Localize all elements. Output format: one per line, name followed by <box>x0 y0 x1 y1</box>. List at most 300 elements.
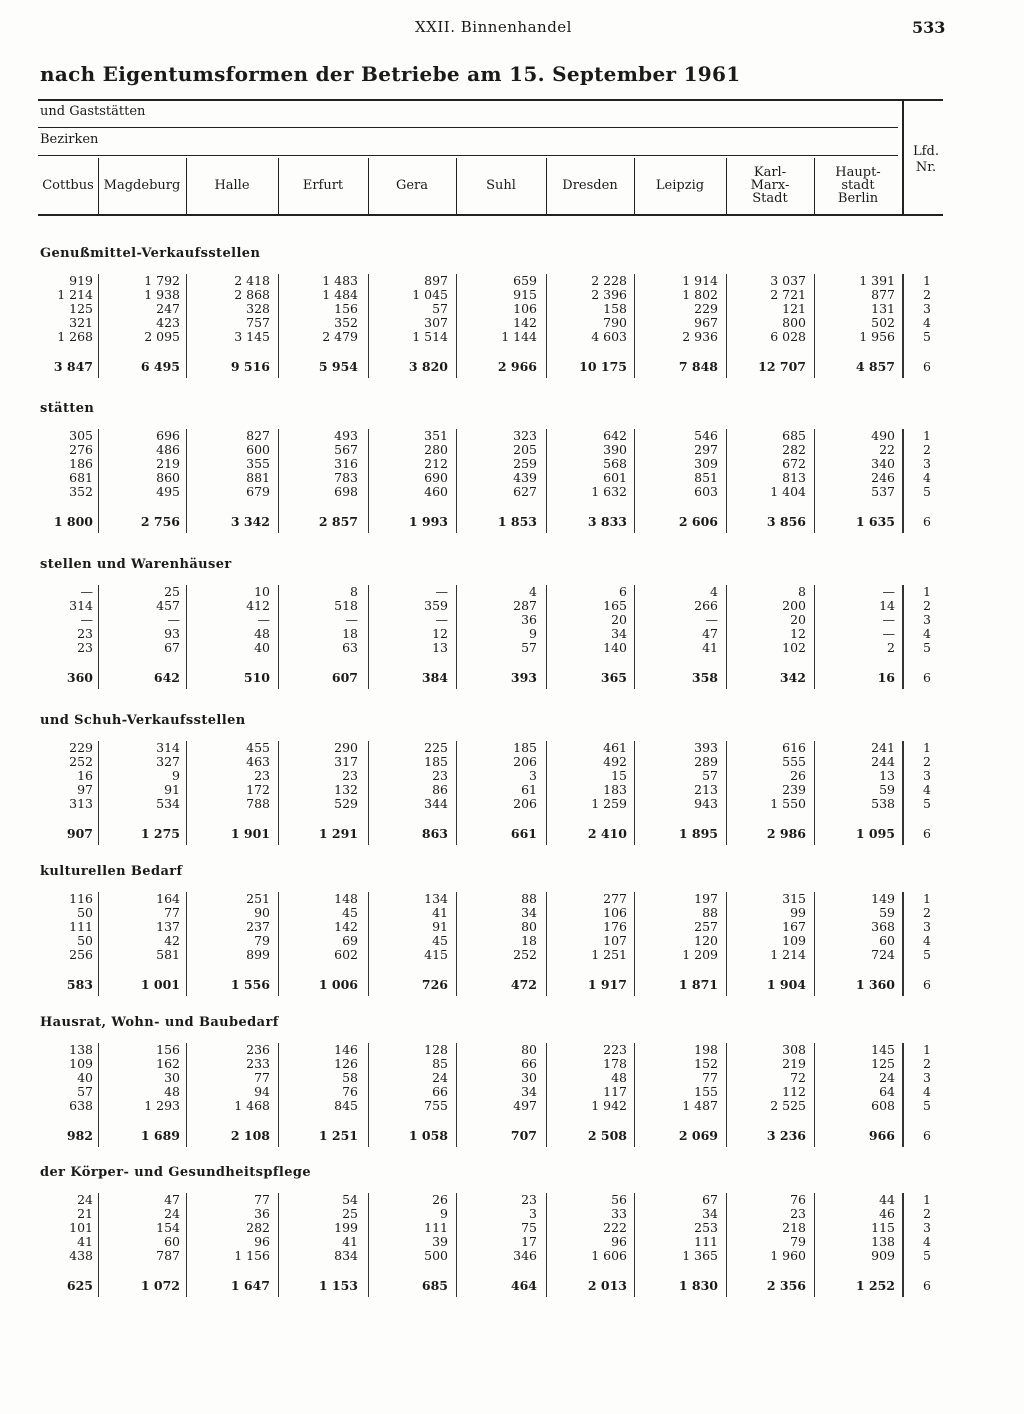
table-cell: 12 707 <box>758 359 806 374</box>
table-cell: 40 <box>77 1070 93 1085</box>
table-cell: 41 <box>342 1234 358 1249</box>
table-cell: 117 <box>603 1084 627 1099</box>
table-cell: 10 <box>254 584 270 599</box>
table-cell: 57 <box>702 768 718 783</box>
column-divider <box>546 741 547 845</box>
column-divider <box>456 1193 457 1297</box>
table-cell: 2 <box>887 640 895 655</box>
column-header-label: Karl- Marx- Stadt <box>750 165 790 206</box>
table-cell: 1 938 <box>144 287 180 302</box>
table-cell: 1 214 <box>57 287 93 302</box>
table-row <box>0 783 1024 797</box>
table-cell: 2 013 <box>587 1278 627 1293</box>
table-cell: 2 525 <box>770 1098 806 1113</box>
table-cell: 22 <box>879 442 895 457</box>
table-cell: 219 <box>782 1056 806 1071</box>
table-row <box>0 797 1024 811</box>
table-cell: 685 <box>782 428 806 443</box>
total-row <box>0 978 1024 992</box>
table-cell: 982 <box>66 1128 93 1143</box>
row-number: 4 <box>923 626 931 641</box>
table-cell: 23 <box>77 626 93 641</box>
table-cell: 4 <box>529 584 537 599</box>
row-number: 4 <box>923 1084 931 1099</box>
table-cell: 33 <box>611 1206 627 1221</box>
table-cell: 236 <box>246 1042 270 1057</box>
total-row <box>0 671 1024 685</box>
table-cell: 439 <box>513 470 537 485</box>
table-cell: 813 <box>782 470 806 485</box>
table-cell: 256 <box>69 947 93 962</box>
row-number: 5 <box>923 1098 931 1113</box>
row-number: 6 <box>923 1128 931 1143</box>
table-cell: 4 <box>710 584 718 599</box>
row-number: 4 <box>923 315 931 330</box>
table-cell: 360 <box>66 670 93 685</box>
table-cell: 200 <box>782 598 806 613</box>
table-cell: 3 856 <box>766 514 806 529</box>
table-cell: 1 483 <box>322 273 358 288</box>
table-cell: 438 <box>69 1248 93 1263</box>
table-cell: 314 <box>156 740 180 755</box>
column-divider <box>98 741 99 845</box>
table-cell: 125 <box>871 1056 895 1071</box>
table-cell: 247 <box>156 301 180 316</box>
column-header <box>368 158 456 213</box>
table-cell: 30 <box>164 1070 180 1085</box>
table-cell: 40 <box>254 640 270 655</box>
table-cell: — <box>345 612 358 627</box>
column-header-divider <box>368 158 369 214</box>
table-cell: 500 <box>424 1248 448 1263</box>
table-row <box>0 599 1024 613</box>
column-header-divider <box>634 158 635 214</box>
table-cell: 282 <box>782 442 806 457</box>
table-cell: 1 293 <box>144 1098 180 1113</box>
table-cell: 60 <box>879 933 895 948</box>
column-header-label: Gera <box>395 178 429 193</box>
header-subgroup-rule <box>38 155 898 156</box>
table-cell: 96 <box>254 1234 270 1249</box>
column-divider <box>814 429 815 533</box>
table-cell: 85 <box>432 1056 448 1071</box>
table-cell: 45 <box>432 933 448 948</box>
column-divider <box>456 1043 457 1147</box>
table-cell: 534 <box>156 796 180 811</box>
table-cell: 690 <box>424 470 448 485</box>
column-header <box>98 158 186 213</box>
header-bottom-rule <box>38 214 943 216</box>
table-cell: 137 <box>156 919 180 934</box>
table-cell: 2 410 <box>587 826 627 841</box>
column-divider <box>456 274 457 378</box>
table-cell: 2 857 <box>318 514 358 529</box>
table-row <box>0 741 1024 755</box>
table-cell: 3 847 <box>53 359 93 374</box>
column-divider <box>456 892 457 996</box>
table-cell: 18 <box>521 933 537 948</box>
table-cell: 23 <box>521 1192 537 1207</box>
table-cell: 603 <box>694 484 718 499</box>
total-row <box>0 1129 1024 1143</box>
table-section <box>0 864 1024 1004</box>
table-cell: 7 848 <box>678 359 718 374</box>
table-cell: 138 <box>871 1234 895 1249</box>
column-divider <box>634 274 635 378</box>
table-cell: 2 986 <box>766 826 806 841</box>
header-subgroup-label: Bezirken <box>40 132 99 147</box>
lfd-separator-head <box>902 101 904 215</box>
table-row <box>0 613 1024 627</box>
table-cell: 518 <box>334 598 358 613</box>
table-cell: 237 <box>246 919 270 934</box>
table-cell: 58 <box>342 1070 358 1085</box>
table-cell: 115 <box>871 1220 895 1235</box>
table-cell: 20 <box>790 612 806 627</box>
table-cell: 845 <box>334 1098 358 1113</box>
table-cell: 783 <box>334 470 358 485</box>
table-cell: 57 <box>77 1084 93 1099</box>
row-number: 3 <box>923 301 931 316</box>
column-header-divider <box>456 158 457 214</box>
table-cell: 47 <box>164 1192 180 1207</box>
table-section <box>0 246 1024 386</box>
table-cell: 1 072 <box>140 1278 180 1293</box>
table-cell: 1 606 <box>591 1248 627 1263</box>
table-cell: 219 <box>156 456 180 471</box>
table-row <box>0 755 1024 769</box>
table-cell: 23 <box>342 768 358 783</box>
row-number: 2 <box>923 1206 931 1221</box>
column-divider <box>368 429 369 533</box>
table-cell: 1 058 <box>408 1128 448 1143</box>
table-cell: 94 <box>254 1084 270 1099</box>
table-cell: 1 365 <box>682 1248 718 1263</box>
table-cell: 142 <box>513 315 537 330</box>
table-cell: 16 <box>77 768 93 783</box>
table-cell: 252 <box>69 754 93 769</box>
table-cell: 368 <box>871 919 895 934</box>
table-cell: 213 <box>694 782 718 797</box>
table-cell: 726 <box>421 977 448 992</box>
table-row <box>0 330 1024 344</box>
table-cell: 1 360 <box>855 977 895 992</box>
table-cell: 1 291 <box>318 826 358 841</box>
column-divider <box>546 1043 547 1147</box>
column-divider <box>186 429 187 533</box>
row-number: 5 <box>923 796 931 811</box>
column-divider <box>726 741 727 845</box>
table-cell: 66 <box>521 1056 537 1071</box>
column-divider <box>186 741 187 845</box>
table-cell: 685 <box>421 1278 448 1293</box>
table-cell: 555 <box>782 754 806 769</box>
table-cell: 198 <box>694 1042 718 1057</box>
total-row <box>0 1279 1024 1293</box>
table-cell: 1 001 <box>140 977 180 992</box>
table-cell: 308 <box>782 1042 806 1057</box>
column-divider <box>456 585 457 689</box>
table-cell: 3 820 <box>408 359 448 374</box>
table-row <box>0 1235 1024 1249</box>
table-cell: 66 <box>432 1084 448 1099</box>
table-cell: 4 603 <box>591 329 627 344</box>
table-cell: 314 <box>69 598 93 613</box>
column-header <box>814 158 902 213</box>
table-cell: 1 632 <box>591 484 627 499</box>
table-cell: 1 689 <box>140 1128 180 1143</box>
table-cell: 3 342 <box>230 514 270 529</box>
column-divider <box>546 585 547 689</box>
table-cell: 79 <box>790 1234 806 1249</box>
table-cell: 206 <box>513 796 537 811</box>
table-cell: 241 <box>871 740 895 755</box>
table-cell: 1 904 <box>766 977 806 992</box>
table-cell: 1 853 <box>497 514 537 529</box>
table-cell: 8 <box>798 584 806 599</box>
section-title: stellen und Warenhäuser <box>40 557 232 572</box>
table-cell: 834 <box>334 1248 358 1263</box>
table-row <box>0 627 1024 641</box>
table-cell: 13 <box>432 640 448 655</box>
row-number: 1 <box>923 1192 931 1207</box>
table-cell: 359 <box>424 598 448 613</box>
table-cell: — <box>435 612 448 627</box>
table-cell: 827 <box>246 428 270 443</box>
lfd-divider <box>902 1043 904 1147</box>
table-cell: 1 252 <box>855 1278 895 1293</box>
table-cell: 12 <box>432 626 448 641</box>
table-cell: 2 418 <box>234 273 270 288</box>
table-row <box>0 585 1024 599</box>
table-row <box>0 1085 1024 1099</box>
table-cell: 355 <box>246 456 270 471</box>
column-header-label: Leipzig <box>655 178 705 193</box>
table-cell: 34 <box>702 1206 718 1221</box>
table-cell: 393 <box>694 740 718 755</box>
row-number: 2 <box>923 754 931 769</box>
table-cell: 2 868 <box>234 287 270 302</box>
table-row <box>0 906 1024 920</box>
table-cell: — <box>80 612 93 627</box>
table-cell: 125 <box>69 301 93 316</box>
column-header-divider <box>726 158 727 214</box>
table-cell: 199 <box>334 1220 358 1235</box>
column-divider <box>368 1043 369 1147</box>
table-row <box>0 429 1024 443</box>
table-cell: 967 <box>694 315 718 330</box>
table-cell: 142 <box>334 919 358 934</box>
table-cell: 97 <box>77 782 93 797</box>
table-cell: 608 <box>871 1098 895 1113</box>
table-cell: 183 <box>603 782 627 797</box>
table-cell: 497 <box>513 1098 537 1113</box>
table-cell: 212 <box>424 456 448 471</box>
row-number: 6 <box>923 1278 931 1293</box>
table-cell: 76 <box>790 1192 806 1207</box>
table-cell: 42 <box>164 933 180 948</box>
lfd-divider <box>902 741 904 845</box>
column-divider <box>186 585 187 689</box>
table-cell: 13 <box>879 768 895 783</box>
table-cell: 156 <box>334 301 358 316</box>
table-cell: 3 <box>529 768 537 783</box>
table-cell: 461 <box>603 740 627 755</box>
table-cell: 365 <box>600 670 627 685</box>
column-divider <box>98 274 99 378</box>
column-divider <box>98 585 99 689</box>
table-cell: 1 391 <box>859 273 895 288</box>
table-cell: 966 <box>868 1128 895 1143</box>
table-cell: 24 <box>164 1206 180 1221</box>
table-cell: 132 <box>334 782 358 797</box>
table-cell: 529 <box>334 796 358 811</box>
table-row <box>0 274 1024 288</box>
column-divider <box>98 429 99 533</box>
table-cell: 1 830 <box>678 1278 718 1293</box>
column-divider <box>186 1193 187 1297</box>
table-cell: 1 214 <box>770 947 806 962</box>
table-cell: 2 936 <box>682 329 718 344</box>
table-cell: 757 <box>246 315 270 330</box>
table-row <box>0 1057 1024 1071</box>
table-cell: 9 <box>172 768 180 783</box>
column-header <box>186 158 278 213</box>
column-divider <box>98 1043 99 1147</box>
table-cell: 222 <box>603 1220 627 1235</box>
table-cell: 9 516 <box>230 359 270 374</box>
table-cell: — <box>435 584 448 599</box>
table-cell: 323 <box>513 428 537 443</box>
table-cell: 1 960 <box>770 1248 806 1263</box>
table-cell: 88 <box>702 905 718 920</box>
column-divider <box>634 741 635 845</box>
table-cell: 346 <box>513 1248 537 1263</box>
table-cell: 625 <box>66 1278 93 1293</box>
table-cell: 800 <box>782 315 806 330</box>
table-cell: 206 <box>513 754 537 769</box>
table-row <box>0 443 1024 457</box>
column-divider <box>634 585 635 689</box>
table-row <box>0 485 1024 499</box>
table-cell: 707 <box>510 1128 537 1143</box>
table-cell: 67 <box>702 1192 718 1207</box>
table-cell: 464 <box>510 1278 537 1293</box>
table-cell: 277 <box>603 891 627 906</box>
table-cell: 64 <box>879 1084 895 1099</box>
table-cell: 787 <box>156 1248 180 1263</box>
table-cell: 156 <box>156 1042 180 1057</box>
table-cell: 102 <box>782 640 806 655</box>
table-cell: — <box>882 626 895 641</box>
table-cell: 59 <box>879 905 895 920</box>
row-number: 3 <box>923 768 931 783</box>
table-cell: 57 <box>521 640 537 655</box>
table-cell: 2 396 <box>591 287 627 302</box>
table-cell: 50 <box>77 905 93 920</box>
table-cell: 75 <box>521 1220 537 1235</box>
table-cell: 3 <box>529 1206 537 1221</box>
table-cell: 23 <box>432 768 448 783</box>
table-cell: 881 <box>246 470 270 485</box>
table-cell: 455 <box>246 740 270 755</box>
table-cell: 80 <box>521 919 537 934</box>
table-cell: 106 <box>513 301 537 316</box>
table-cell: 463 <box>246 754 270 769</box>
table-cell: 4 857 <box>855 359 895 374</box>
table-cell: 287 <box>513 598 537 613</box>
row-number: 1 <box>923 740 931 755</box>
table-cell: 1 514 <box>412 329 448 344</box>
table-cell: 672 <box>782 456 806 471</box>
table-cell: 943 <box>694 796 718 811</box>
column-header-label: Halle <box>214 178 250 193</box>
row-number: 2 <box>923 1056 931 1071</box>
table-cell: 340 <box>871 456 895 471</box>
column-divider <box>814 1043 815 1147</box>
row-number: 5 <box>923 484 931 499</box>
table-cell: 252 <box>513 947 537 962</box>
table-cell: 1 275 <box>140 826 180 841</box>
table-cell: 1 251 <box>591 947 627 962</box>
table-cell: 205 <box>513 442 537 457</box>
table-cell: 39 <box>432 1234 448 1249</box>
row-number: 4 <box>923 1234 931 1249</box>
table-cell: 185 <box>513 740 537 755</box>
column-divider <box>278 1193 279 1297</box>
table-cell: 257 <box>694 919 718 934</box>
table-cell: 26 <box>790 768 806 783</box>
table-cell: 26 <box>432 1192 448 1207</box>
table-cell: 412 <box>246 598 270 613</box>
table-cell: 863 <box>421 826 448 841</box>
table-cell: 2 479 <box>322 329 358 344</box>
table-cell: 327 <box>156 754 180 769</box>
table-cell: 788 <box>246 796 270 811</box>
total-row <box>0 515 1024 529</box>
table-cell: 134 <box>424 891 448 906</box>
section-title: Hausrat, Wohn- und Baubedarf <box>40 1015 279 1030</box>
table-cell: 225 <box>424 740 448 755</box>
column-divider <box>368 741 369 845</box>
section-title: der Körper- und Gesundheitspflege <box>40 1165 312 1180</box>
row-number: 2 <box>923 287 931 302</box>
lfd-divider <box>902 892 904 996</box>
table-cell: 167 <box>782 919 806 934</box>
section-title: und Schuh-Verkaufsstellen <box>40 713 246 728</box>
table-cell: 86 <box>432 782 448 797</box>
table-cell: 1 468 <box>234 1098 270 1113</box>
table-cell: 696 <box>156 428 180 443</box>
table-cell: 259 <box>513 456 537 471</box>
table-cell: 91 <box>164 782 180 797</box>
table-cell: 2 606 <box>678 514 718 529</box>
table-cell: 627 <box>513 484 537 499</box>
table-cell: 6 028 <box>770 329 806 344</box>
column-header-divider <box>278 158 279 214</box>
table-cell: 48 <box>254 626 270 641</box>
table-cell: 162 <box>156 1056 180 1071</box>
column-divider <box>278 429 279 533</box>
row-number: 1 <box>923 1042 931 1057</box>
table-cell: 72 <box>790 1070 806 1085</box>
table-cell: — <box>882 584 895 599</box>
table-cell: 36 <box>254 1206 270 1221</box>
table-cell: 34 <box>521 905 537 920</box>
table-row <box>0 769 1024 783</box>
table-cell: 30 <box>521 1070 537 1085</box>
table-cell: 185 <box>424 754 448 769</box>
